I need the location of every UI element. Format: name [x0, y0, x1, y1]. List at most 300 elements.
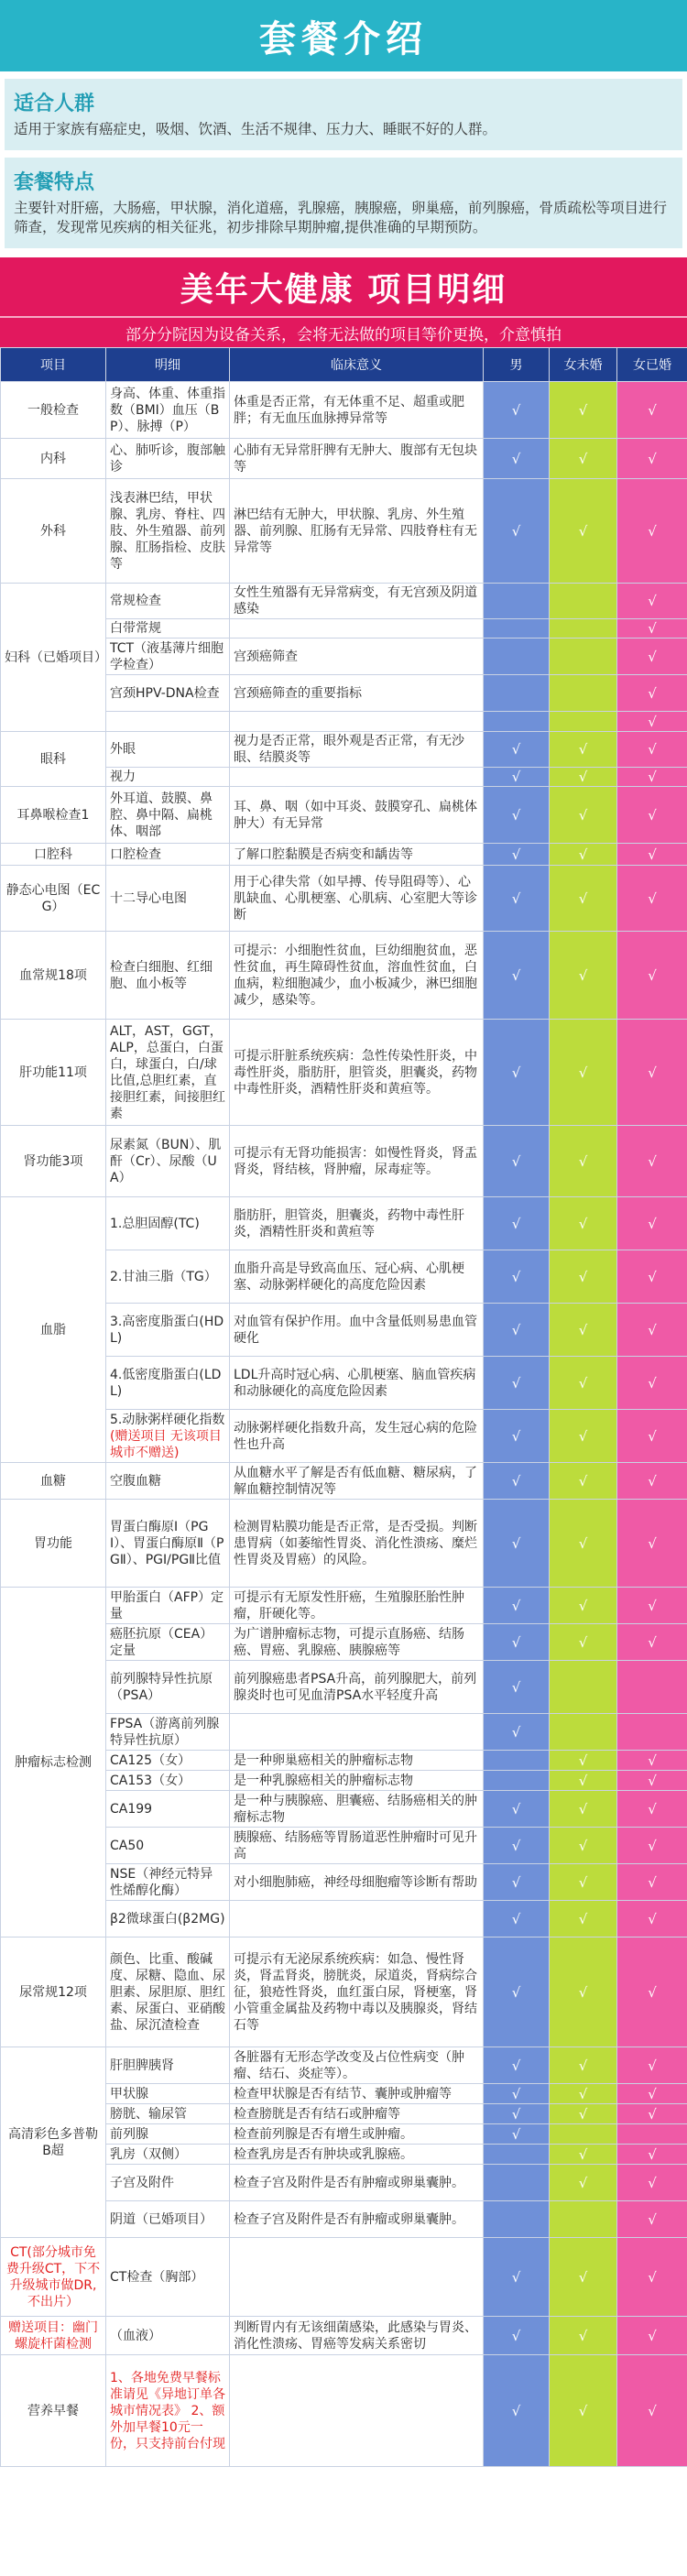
audience-title: 适合人群 [14, 93, 95, 115]
male-check: √ [484, 1864, 550, 1901]
header-detail: 明细 [106, 348, 230, 382]
item-significance: 检查前列腺是否有增生或肿瘤。 [230, 2124, 484, 2145]
item-category: 赠送项目：幽门螺旋杆菌检测 [1, 2317, 106, 2355]
item-detail [106, 1791, 230, 1828]
female-unmarried-check: √ [550, 2238, 617, 2317]
female-married-check: √ [617, 382, 687, 439]
female-unmarried-check: √ [550, 1828, 617, 1864]
item-significance: 宫颈癌筛查 [230, 639, 484, 675]
item-detail-text: β2微球蛋白(β2MG) [110, 1911, 225, 1927]
item-significance: 检查甲状腺是否有结节、囊肿或肿瘤等 [230, 2084, 484, 2104]
item-significance: 动脉粥样硬化指数升高，发生冠心病的危险性也升高 [230, 1410, 484, 1463]
item-detail-text: 尿素氮（BUN）、肌酐（Cr）、尿酸（UA） [110, 1137, 222, 1185]
item-detail-text: 身高、体重、体重指数（BMI）血压（BP）、脉搏（P） [110, 386, 225, 434]
female-married-check: √ [617, 732, 687, 768]
female-married-check: √ [617, 1020, 687, 1126]
female-unmarried-check [550, 639, 617, 675]
item-detail-text: 检查白细胞、红细胞、血小板等 [110, 959, 213, 991]
item-category: 营养早餐 [1, 2355, 106, 2467]
item-detail-text: FPSA（游离前列腺特异性抗原） [110, 1716, 220, 1748]
item-significance: 前列腺癌患者PSA升高，前列腺肥大，前列腺炎时也可见血清PSA水平轻度升高 [230, 1661, 484, 1714]
item-detail-text: 颜色、比重、酸碱度、尿糖、隐血、尿胆素、尿胆原、胆红素、尿蛋白、亚硝酸盐、尿沉渣检查 [110, 1951, 225, 2033]
female-unmarried-check: √ [550, 732, 617, 768]
item-significance: 用于心律失常（如早搏、传导阻碍等）、心肌缺血、心肌梗塞、心肌病、心室肥大等诊断 [230, 866, 484, 932]
item-significance: 淋巴结有无肿大，甲状腺、乳房、外生殖器、前列腺、肛肠有无异常、四肢脊柱有无异常等 [230, 479, 484, 584]
female-married-check: √ [617, 1357, 687, 1410]
female-unmarried-check: √ [550, 2355, 617, 2467]
item-significance [230, 712, 484, 732]
female-married-check: √ [617, 2238, 687, 2317]
item-detail-text: 白带常规 [110, 621, 161, 636]
item-significance: 耳、鼻、咽（如中耳炎、鼓膜穿孔、扁桃体肿大）有无异常 [230, 787, 484, 844]
item-category: 尿常规12项 [1, 1937, 106, 2047]
male-check: √ [484, 1791, 550, 1828]
item-detail [106, 866, 230, 932]
male-check: √ [484, 1463, 550, 1500]
male-check: √ [484, 1937, 550, 2047]
table-row [1, 732, 687, 768]
male-check: √ [484, 1500, 550, 1588]
male-check: √ [484, 479, 550, 584]
item-detail-text: 阴道（已婚项目） [110, 2211, 213, 2227]
male-check: √ [484, 768, 550, 787]
item-detail [106, 1197, 230, 1250]
female-married-check: √ [617, 1771, 687, 1791]
item-detail [106, 382, 230, 439]
male-check: √ [484, 1588, 550, 1624]
male-check: √ [484, 1304, 550, 1357]
female-unmarried-check: √ [550, 1500, 617, 1588]
female-unmarried-check: √ [550, 1588, 617, 1624]
male-check: √ [484, 732, 550, 768]
table-row [1, 1463, 687, 1500]
item-detail-text: 甲胎蛋白（AFP）定量 [110, 1589, 224, 1621]
item-significance: 女性生殖器有无异常病变，有无宫颈及阴道感染 [230, 584, 484, 619]
item-detail-text: CA199 [110, 1801, 153, 1817]
female-married-check: √ [617, 2145, 687, 2165]
item-significance [230, 2355, 484, 2467]
item-detail [106, 1126, 230, 1197]
female-married-check: √ [617, 932, 687, 1020]
female-married-check: √ [617, 1126, 687, 1197]
item-category: 眼科 [1, 732, 106, 787]
item-detail [106, 2165, 230, 2201]
item-detail-note: 1、各地免费早餐标准请见《异地订单各城市情况表》 2、额外加早餐10元一份，只支持前台付现 [110, 2370, 225, 2451]
item-significance: 视力是否正常，眼外观是否正常，有无沙眼、结膜炎等 [230, 732, 484, 768]
item-detail [106, 787, 230, 844]
female-unmarried-check: √ [550, 1250, 617, 1304]
female-married-check: √ [617, 1410, 687, 1463]
item-detail [106, 439, 230, 479]
female-married-check: √ [617, 1864, 687, 1901]
item-detail-text: 常规检查 [110, 594, 161, 608]
male-check: √ [484, 1250, 550, 1304]
item-significance: 心肺有无异常肝脾有无肿大、腹部有无包块等 [230, 439, 484, 479]
male-check: √ [484, 2355, 550, 2467]
male-check: √ [484, 439, 550, 479]
item-significance: 对小细胞肺癌，神经母细胞瘤等诊断有帮助 [230, 1864, 484, 1901]
female-married-check: √ [617, 479, 687, 584]
item-detail [106, 1588, 230, 1624]
table-row [1, 479, 687, 584]
item-detail-text: CA50 [110, 1838, 145, 1853]
male-check: √ [484, 1624, 550, 1661]
table-row [1, 439, 687, 479]
item-detail-note: (赠送项目 无该项目城市不赠送) [110, 1428, 222, 1460]
female-unmarried-check: √ [550, 1901, 617, 1937]
female-unmarried-check [550, 2124, 617, 2145]
male-check: √ [484, 2084, 550, 2104]
male-check: √ [484, 1901, 550, 1937]
item-category: 静态心电图（ECG） [1, 866, 106, 932]
item-significance: 血脂升高是导致高血压、冠心病、心肌梗塞、动脉粥样硬化的高度危险因素 [230, 1250, 484, 1304]
item-detail [106, 768, 230, 787]
table-row [1, 1020, 687, 1126]
female-unmarried-check: √ [550, 1624, 617, 1661]
female-unmarried-check: √ [550, 2047, 617, 2084]
female-married-check: √ [617, 1791, 687, 1828]
female-married-check: √ [617, 1588, 687, 1624]
female-unmarried-check: √ [550, 1410, 617, 1463]
item-detail-text: 1.总胆固醇(TC) [110, 1216, 200, 1231]
female-married-check: √ [617, 619, 687, 639]
female-married-check: √ [617, 866, 687, 932]
item-detail-text: 3.高密度脂蛋白(HDL) [110, 1314, 224, 1346]
item-detail [106, 2201, 230, 2238]
female-married-check: √ [617, 787, 687, 844]
female-unmarried-check: √ [550, 768, 617, 787]
items-table [0, 347, 687, 2467]
female-married-check: √ [617, 639, 687, 675]
item-detail [106, 2047, 230, 2084]
item-significance: 了解口腔黏膜是否病变和龋齿等 [230, 844, 484, 866]
notice-bar [0, 316, 687, 347]
item-category: CT(部分城市免费升级CT，下不升级城市做DR,不出片） [1, 2238, 106, 2317]
table-row [1, 866, 687, 932]
table-row [1, 787, 687, 844]
female-unmarried-check: √ [550, 439, 617, 479]
item-detail [106, 584, 230, 619]
male-check: √ [484, 1020, 550, 1126]
female-unmarried-check: √ [550, 1937, 617, 2047]
item-category: 一般检查 [1, 382, 106, 439]
female-married-check: √ [617, 675, 687, 712]
item-detail [106, 1901, 230, 1937]
item-significance: 从血糖水平了解是否有低血糖、糖尿病，了解血糖控制情况等 [230, 1463, 484, 1500]
item-detail-text: 5.动脉粥样硬化指数 [110, 1412, 225, 1427]
female-married-check: √ [617, 768, 687, 787]
item-detail [106, 479, 230, 584]
item-significance: 脂肪肝，胆管炎，胆囊炎，药物中毒性肝炎，酒精性肝炎和黄疸等 [230, 1197, 484, 1250]
female-married-check: √ [617, 2165, 687, 2201]
features-title: 套餐特点 [14, 171, 95, 194]
male-check: √ [484, 787, 550, 844]
female-married-check: √ [617, 1500, 687, 1588]
female-married-check: √ [617, 584, 687, 619]
item-detail [106, 1410, 230, 1463]
item-significance: 是一种卵巢癌相关的肿瘤标志物 [230, 1751, 484, 1771]
female-unmarried-check: √ [550, 1864, 617, 1901]
item-detail [106, 1771, 230, 1791]
item-detail [106, 2355, 230, 2467]
female-unmarried-check: √ [550, 382, 617, 439]
female-unmarried-check: √ [550, 787, 617, 844]
female-unmarried-check: √ [550, 1791, 617, 1828]
male-check [484, 639, 550, 675]
female-married-check: √ [617, 844, 687, 866]
table-header-row [1, 348, 687, 382]
item-detail-text: TCT（液基薄片细胞学检查） [110, 640, 224, 672]
table-row [1, 1126, 687, 1197]
item-detail [106, 639, 230, 675]
female-unmarried-check: √ [550, 844, 617, 866]
female-married-check: √ [617, 2355, 687, 2467]
male-check: √ [484, 2317, 550, 2355]
male-check [484, 712, 550, 732]
item-category: 内科 [1, 439, 106, 479]
male-check: √ [484, 844, 550, 866]
female-unmarried-check: √ [550, 1357, 617, 1410]
female-married-check: √ [617, 2201, 687, 2238]
female-unmarried-check: √ [550, 932, 617, 1020]
section-title-bar [0, 257, 687, 316]
male-check: √ [484, 932, 550, 1020]
female-unmarried-check: √ [550, 1751, 617, 1771]
item-significance: 可提示：小细胞性贫血，巨幼细胞贫血，恶性贫血，再生障碍性贫血，溶血性贫血，白血病，粒细胞减少，血小板减少，淋巴细胞减少，感染等。 [230, 932, 484, 1020]
item-significance [230, 1901, 484, 1937]
female-unmarried-check [550, 712, 617, 732]
male-check: √ [484, 1126, 550, 1197]
item-detail-text: 外眼 [110, 742, 136, 757]
female-married-check: √ [617, 1937, 687, 2047]
item-detail [106, 619, 230, 639]
item-detail-text: 子宫及附件 [110, 2175, 174, 2190]
female-married-check: √ [617, 712, 687, 732]
female-married-check: √ [617, 2047, 687, 2084]
male-check: √ [484, 866, 550, 932]
item-significance: 可提示有无泌尿系统疾病：如急、慢性肾炎，肾盂肾炎，膀胱炎，尿道炎，肾病综合征，狼疮性肾炎，血红蛋白尿，肾梗塞，肾小管重金属盐及药物中毒以及胰腺炎，肾结石等 [230, 1937, 484, 2047]
item-detail-text: 外耳道、鼓膜、鼻腔、鼻中隔、扁桃体、咽部 [110, 791, 213, 839]
item-detail-text: 癌胚抗原（CEA）定量 [110, 1626, 213, 1658]
item-significance: LDL升高时冠心病、心肌梗塞、脑血管疾病和动脉硬化的高度危险因素 [230, 1357, 484, 1410]
item-detail [106, 2238, 230, 2317]
female-unmarried-check: √ [550, 2084, 617, 2104]
item-detail-text: 浅表淋巴结，甲状腺、乳房、脊柱、四肢、外生殖器、前列腺、肛肠指检、皮肤等 [110, 490, 225, 572]
male-check [484, 2201, 550, 2238]
item-detail-text: 视力 [110, 770, 136, 784]
table-row [1, 584, 687, 619]
item-detail-text: 2.甘油三脂（TG） [110, 1269, 217, 1284]
item-significance: 检查乳房是否有肿块或乳腺癌。 [230, 2145, 484, 2165]
item-detail [106, 1463, 230, 1500]
section-title: 美年大健康 项目明细 [180, 270, 507, 309]
item-significance: 宫颈癌筛查的重要指标 [230, 675, 484, 712]
item-detail [106, 712, 230, 732]
item-detail-text: 十二导心电图 [110, 890, 187, 906]
female-unmarried-check: √ [550, 2145, 617, 2165]
female-unmarried-check: √ [550, 1126, 617, 1197]
female-married-check [617, 2124, 687, 2145]
item-significance: 检查膀胱是否有结石或肿瘤等 [230, 2104, 484, 2124]
item-category: 肝功能11项 [1, 1020, 106, 1126]
item-significance: 为广谱肿瘤标志物，可提示直肠癌、结肠癌、胃癌、乳腺癌、胰腺癌等 [230, 1624, 484, 1661]
item-detail [106, 1020, 230, 1126]
banner-title: 套餐介绍 [259, 17, 428, 60]
male-check [484, 675, 550, 712]
table-row [1, 2317, 687, 2355]
female-married-check: √ [617, 1197, 687, 1250]
table-row [1, 1937, 687, 2047]
item-significance: 检查子宫及附件是否有肿瘤或卵巢囊肿。 [230, 2201, 484, 2238]
female-unmarried-check: √ [550, 866, 617, 932]
item-detail-text: 膀胱、输尿管 [110, 2106, 187, 2122]
item-detail-text: 前列腺特异性抗原（PSA） [110, 1671, 213, 1703]
item-category: 口腔科 [1, 844, 106, 866]
item-significance: 判断胃内有无该细菌感染，此感染与胃炎、消化性溃疡、胃癌等发病关系密切 [230, 2317, 484, 2355]
item-detail-text: 肝胆脾胰肾 [110, 2058, 174, 2073]
female-unmarried-check: √ [550, 2104, 617, 2124]
item-significance: 是一种与胰腺癌、胆囊癌、结肠癌相关的肿瘤标志物 [230, 1791, 484, 1828]
male-check: √ [484, 1714, 550, 1751]
female-married-check: √ [617, 1751, 687, 1771]
male-check: √ [484, 2124, 550, 2145]
header-female-married: 女已婚 [617, 348, 687, 382]
item-significance: 可提示肝脏系统疾病：急性传染性肝炎，中毒性肝炎，脂肪肝，胆管炎，胆囊炎，药物中毒性肝炎，酒精性肝炎和黄疸等。 [230, 1020, 484, 1126]
item-detail-text: 口腔检查 [110, 846, 161, 862]
male-check: √ [484, 1197, 550, 1250]
female-unmarried-check [550, 1661, 617, 1714]
table-row [1, 2238, 687, 2317]
female-unmarried-check [550, 619, 617, 639]
item-category: 血糖 [1, 1463, 106, 1500]
female-unmarried-check: √ [550, 479, 617, 584]
item-category: 高清彩色多普勒B超 [1, 2047, 106, 2238]
table-row [1, 382, 687, 439]
male-check: √ [484, 382, 550, 439]
header-item: 项目 [1, 348, 106, 382]
item-category: 肿瘤标志检测 [1, 1588, 106, 1937]
female-married-check: √ [617, 1250, 687, 1304]
features-text: 主要针对肝癌，大肠癌，甲状腺，消化道癌，乳腺癌，胰腺癌，卵巢癌，前列腺癌，骨质疏松等项目进行筛查，发现常见疾病的相关征兆，初步排除早期肿瘤,提供准确的早期预防。 [14, 200, 668, 235]
male-check: √ [484, 2238, 550, 2317]
item-detail-text: NSE（神经元特异性烯醇化酶） [110, 1866, 213, 1898]
table-row [1, 1500, 687, 1588]
female-unmarried-check: √ [550, 2317, 617, 2355]
item-detail [106, 1357, 230, 1410]
female-unmarried-check: √ [550, 1771, 617, 1791]
item-detail [106, 1937, 230, 2047]
features-box [5, 158, 682, 248]
male-check [484, 619, 550, 639]
female-unmarried-check [550, 584, 617, 619]
item-detail-text: 乳房（双侧） [110, 2146, 187, 2162]
table-row [1, 932, 687, 1020]
female-unmarried-check [550, 1714, 617, 1751]
item-significance: 各脏器有无形态学改变及占位性病变（肿瘤、结石、炎症等）。 [230, 2047, 484, 2084]
item-detail-text: 胃蛋白酶原Ⅰ（PGⅠ）、胃蛋白酶原Ⅱ（PGⅡ）、PGⅠ/PGⅡ比值 [110, 1519, 224, 1567]
item-detail [106, 1751, 230, 1771]
item-category: 外科 [1, 479, 106, 584]
item-detail [106, 675, 230, 712]
item-category: 耳鼻喉检查1 [1, 787, 106, 844]
item-detail [106, 2124, 230, 2145]
item-detail [106, 732, 230, 768]
item-detail [106, 1661, 230, 1714]
female-unmarried-check: √ [550, 1463, 617, 1500]
item-detail-text: 甲状腺 [110, 2086, 148, 2101]
item-detail [106, 1250, 230, 1304]
audience-text: 适用于家族有癌症史，吸烟、饮酒、生活不规律、压力大、睡眠不好的人群。 [14, 121, 497, 137]
male-check [484, 2165, 550, 2201]
table-row [1, 2047, 687, 2084]
item-category: 妇科（已婚项目） [1, 584, 106, 732]
male-check [484, 2145, 550, 2165]
item-detail-text: ALT，AST，GGT，ALP，总蛋白，白蛋白，球蛋白，白/球比值,总胆红素，直接胆红素，间接胆红素 [110, 1023, 225, 1121]
page-banner [0, 0, 687, 71]
table-body [1, 382, 687, 2467]
item-detail-text: CT检查（胸部） [110, 2269, 204, 2285]
female-unmarried-check: √ [550, 1304, 617, 1357]
item-detail [106, 1624, 230, 1661]
male-check: √ [484, 1357, 550, 1410]
item-detail-text: 心、肺听诊，腹部触诊 [110, 442, 225, 475]
item-detail [106, 2104, 230, 2124]
female-married-check: √ [617, 1624, 687, 1661]
item-detail [106, 2317, 230, 2355]
female-unmarried-check: √ [550, 2165, 617, 2201]
item-detail [106, 1714, 230, 1751]
item-significance: 体重是否正常，有无体重不足、超重或肥胖；有无血压血脉搏异常等 [230, 382, 484, 439]
item-category: 血脂 [1, 1197, 106, 1463]
table-row [1, 2355, 687, 2467]
item-significance: 胰腺癌、结肠癌等胃肠道恶性肿瘤时可见升高 [230, 1828, 484, 1864]
item-detail [106, 2145, 230, 2165]
table-row [1, 1588, 687, 1624]
item-detail [106, 1304, 230, 1357]
female-married-check: √ [617, 2317, 687, 2355]
item-significance [230, 2238, 484, 2317]
item-category: 血常规18项 [1, 932, 106, 1020]
header-male: 男 [484, 348, 550, 382]
item-category: 胃功能 [1, 1500, 106, 1588]
header-significance: 临床意义 [230, 348, 484, 382]
item-detail [106, 1500, 230, 1588]
audience-box [5, 79, 682, 150]
item-detail [106, 2084, 230, 2104]
female-married-check: √ [617, 1304, 687, 1357]
female-unmarried-check [550, 675, 617, 712]
item-significance: 是一种乳腺癌相关的肿瘤标志物 [230, 1771, 484, 1791]
male-check: √ [484, 2104, 550, 2124]
item-detail-text: CA125（女） [110, 1752, 191, 1768]
item-significance: 检测胃粘膜功能是否正常，是否受损。判断患胃病（如萎缩性胃炎、消化性溃疡、糜烂性胃炎及胃癌）的风险。 [230, 1500, 484, 1588]
item-detail [106, 1828, 230, 1864]
male-check: √ [484, 1410, 550, 1463]
item-detail-text: （血液） [110, 2328, 161, 2343]
male-check [484, 1771, 550, 1791]
header-female-unmarried: 女未婚 [550, 348, 617, 382]
item-significance: 可提示有无肾功能损害：如慢性肾炎，肾盂肾炎，肾结核，肾肿瘤，尿毒症等。 [230, 1126, 484, 1197]
male-check: √ [484, 2047, 550, 2084]
female-married-check: √ [617, 439, 687, 479]
table-row [1, 1197, 687, 1250]
male-check: √ [484, 1661, 550, 1714]
female-married-check: √ [617, 2104, 687, 2124]
item-detail-text: 前列腺 [110, 2126, 148, 2142]
female-unmarried-check: √ [550, 1197, 617, 1250]
male-check: √ [484, 1828, 550, 1864]
table-row [1, 844, 687, 866]
